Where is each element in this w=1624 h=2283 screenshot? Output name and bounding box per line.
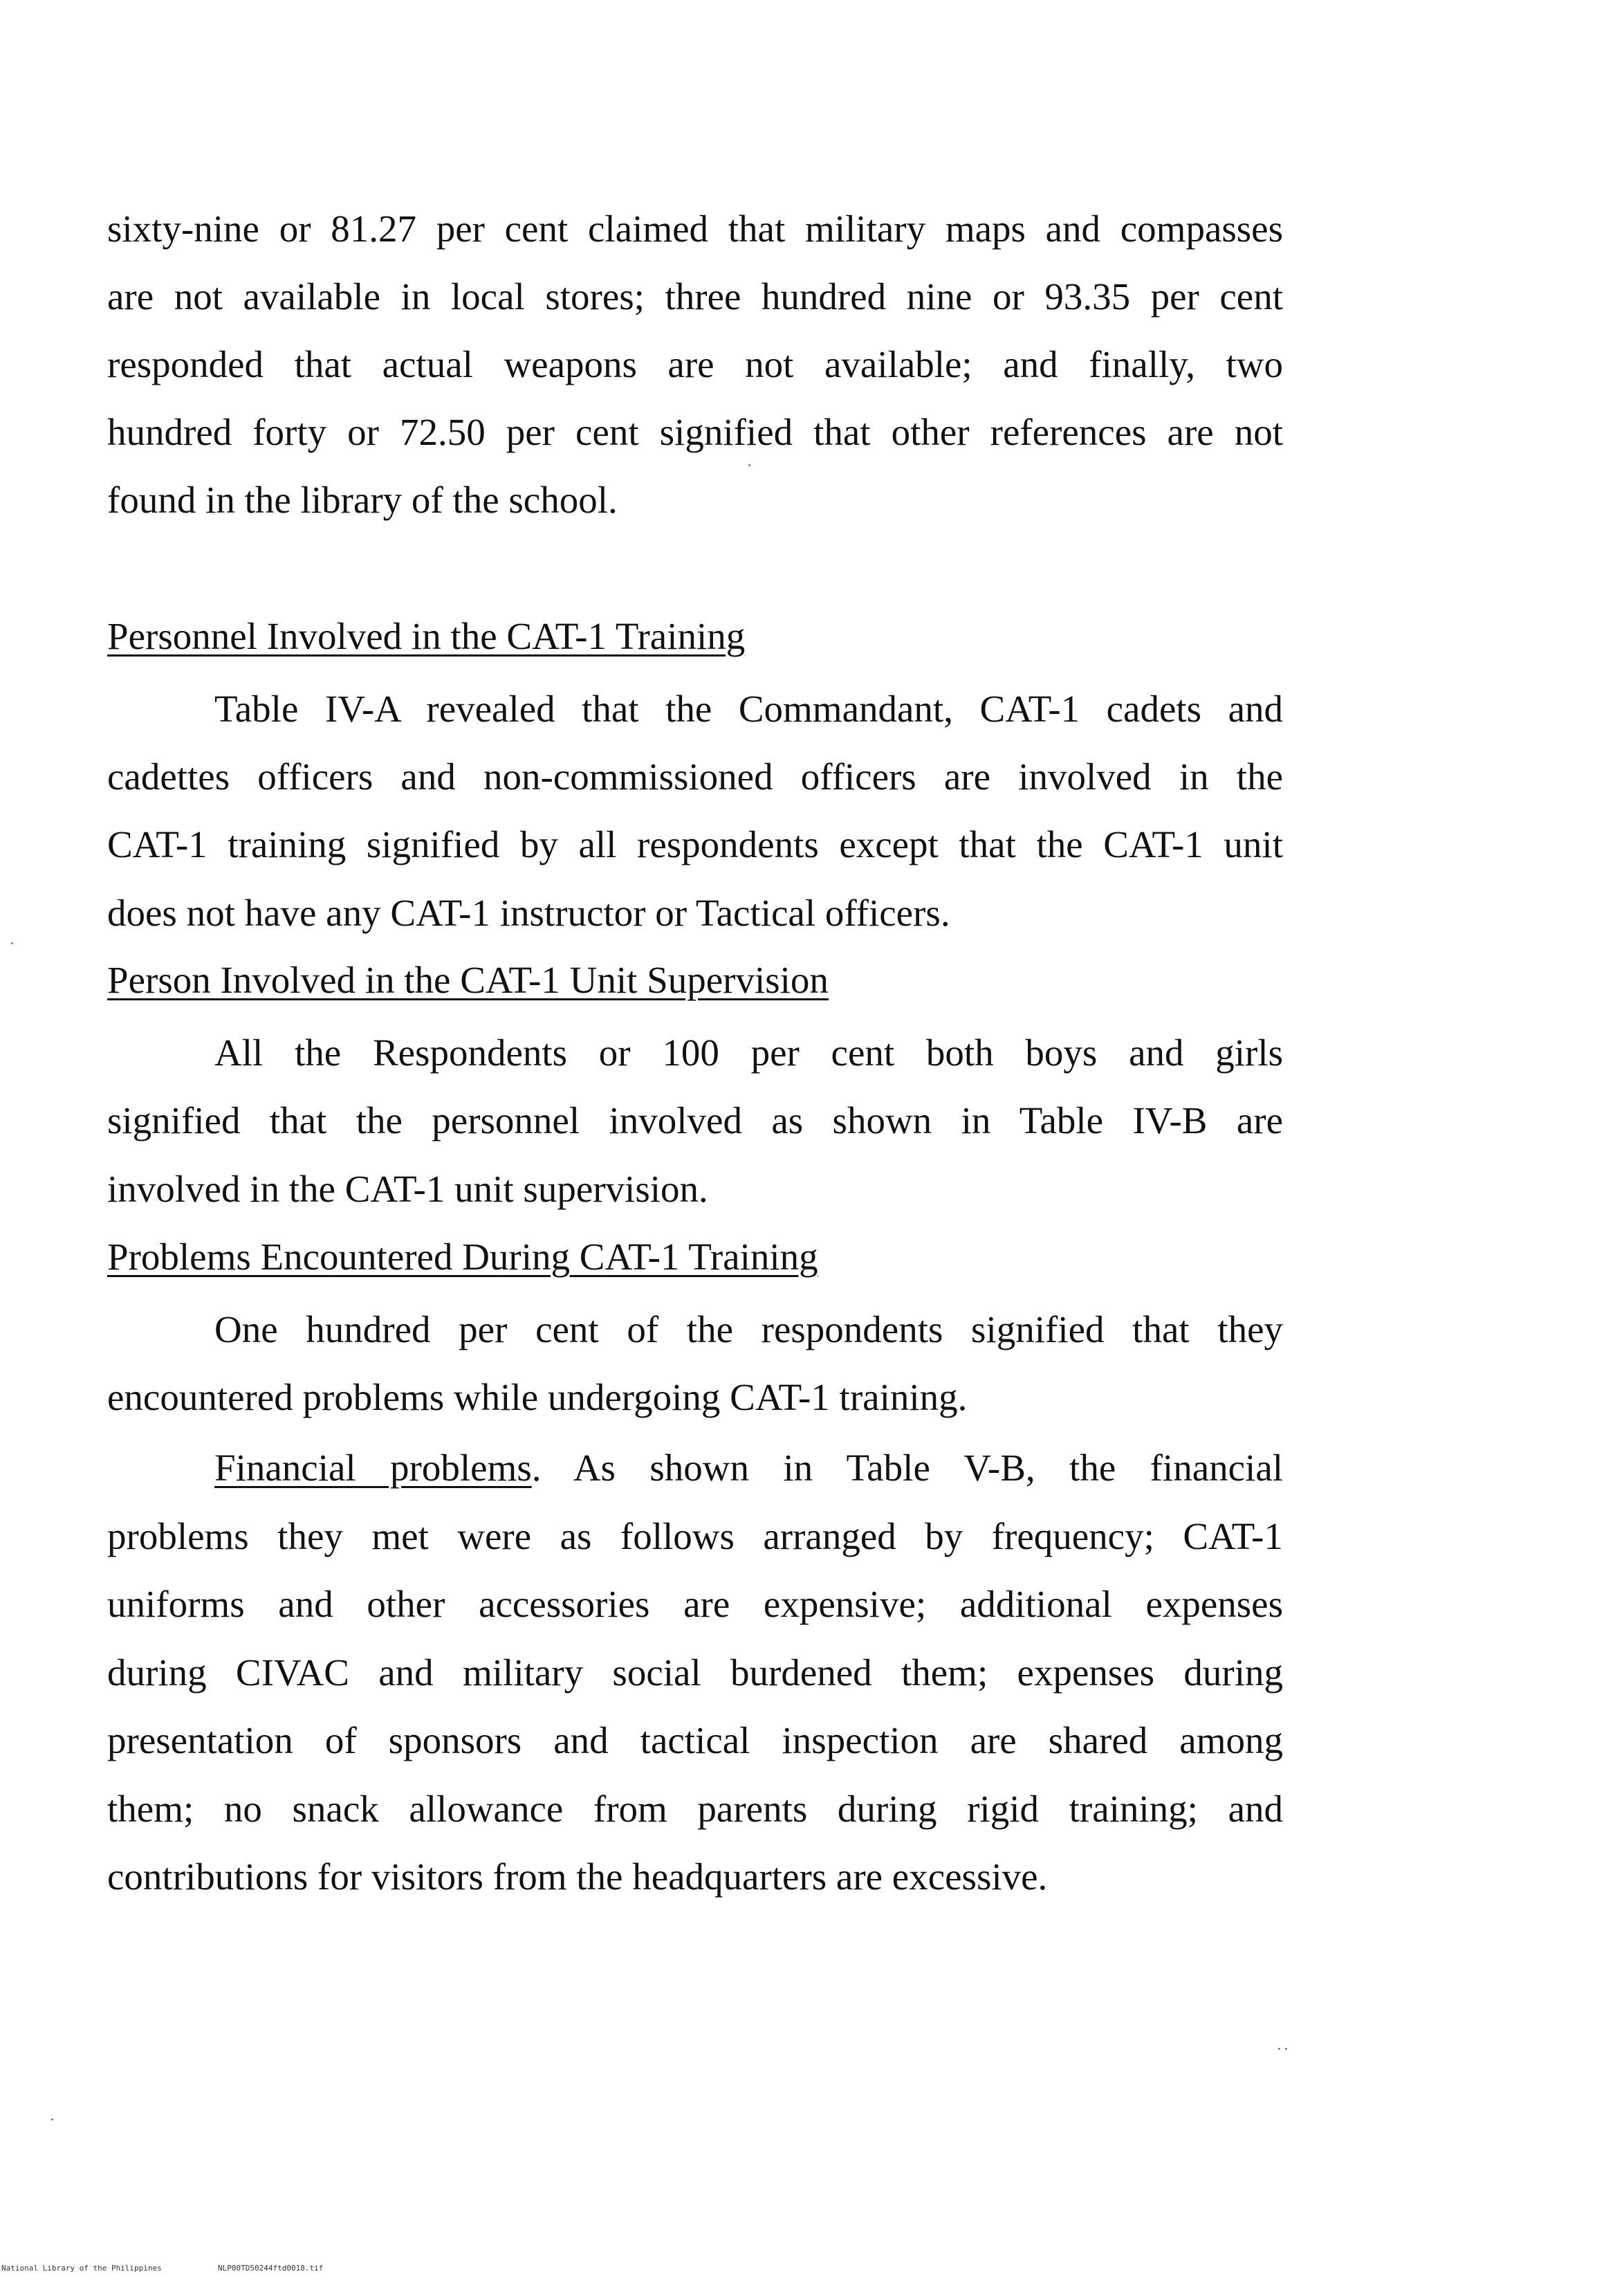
text-line: hundred forty or 72.50 per cent signified that other references are not	[107, 411, 1283, 453]
section-heading-text: Problems Encountered During CAT-1 Training	[107, 1236, 818, 1278]
scan-speck	[1285, 2048, 1287, 2050]
section-heading-text: Personnel Involved in the CAT-1 Training	[107, 615, 746, 657]
scan-speck	[11, 942, 13, 944]
text-line: One hundred per cent of the respondents signified that they	[214, 1308, 1283, 1350]
text-line: does not have any CAT-1 instructor or Tactical officers.	[107, 892, 950, 934]
text-line: are not available in local stores; three hundred nine or 93.35 per cent	[107, 275, 1283, 318]
text-line: cadettes officers and non-commissioned officers are involved in the	[107, 755, 1283, 798]
scan-speck	[1278, 2048, 1280, 2050]
text-line: found in the library of the school.	[107, 479, 618, 521]
text-line: contributions for visitors from the headquarters are excessive.	[107, 1855, 1048, 1898]
footer-library: National Library of the Philippines	[1, 2264, 162, 2273]
text-line: presentation of sponsors and tactical inspection are shared among	[107, 1719, 1283, 1761]
text-line: encountered problems while undergoing CAT-1 training.	[107, 1376, 968, 1418]
section-heading-supervision	[107, 956, 829, 1005]
section-heading-personnel	[107, 612, 745, 661]
section-heading-problems	[107, 1233, 818, 1281]
footer-filename: NLP00TD50244ftd0018.tif	[218, 2264, 324, 2273]
text-line: them; no snack allowance from parents during rigid training; and	[107, 1788, 1283, 1830]
run-in-heading: Financial problems	[214, 1447, 532, 1489]
text-line: responded that actual weapons are not available; and finally, two	[107, 343, 1283, 385]
text-line: uniforms and other accessories are expensive; additional expenses	[107, 1583, 1283, 1625]
text-line: CAT-1 training signified by all respondents except that the CAT-1 unit	[107, 823, 1283, 865]
text-line: involved in the CAT-1 unit supervision.	[107, 1168, 708, 1210]
scan-speck	[748, 464, 750, 466]
text-line: sixty-nine or 81.27 per cent claimed that military maps and compasses	[107, 208, 1283, 250]
text-line	[214, 1444, 1283, 1492]
text-line: All the Respondents or 100 per cent both boys and girls	[214, 1032, 1283, 1074]
text-line: Table IV-A revealed that the Commandant, CAT-1 cadets and	[214, 688, 1283, 730]
text-line: during CIVAC and military social burdened them; expenses during	[107, 1651, 1283, 1694]
section-heading-text: Person Involved in the CAT-1 Unit Supervision	[107, 959, 829, 1001]
text-line: signified that the personnel involved as shown in Table IV-B are	[107, 1099, 1283, 1142]
run-in-rest: . As shown in Table V-B, the financial	[531, 1447, 1284, 1489]
scan-speck	[51, 2118, 53, 2120]
text-line: problems they met were as follows arranged by frequency; CAT-1	[107, 1515, 1283, 1557]
